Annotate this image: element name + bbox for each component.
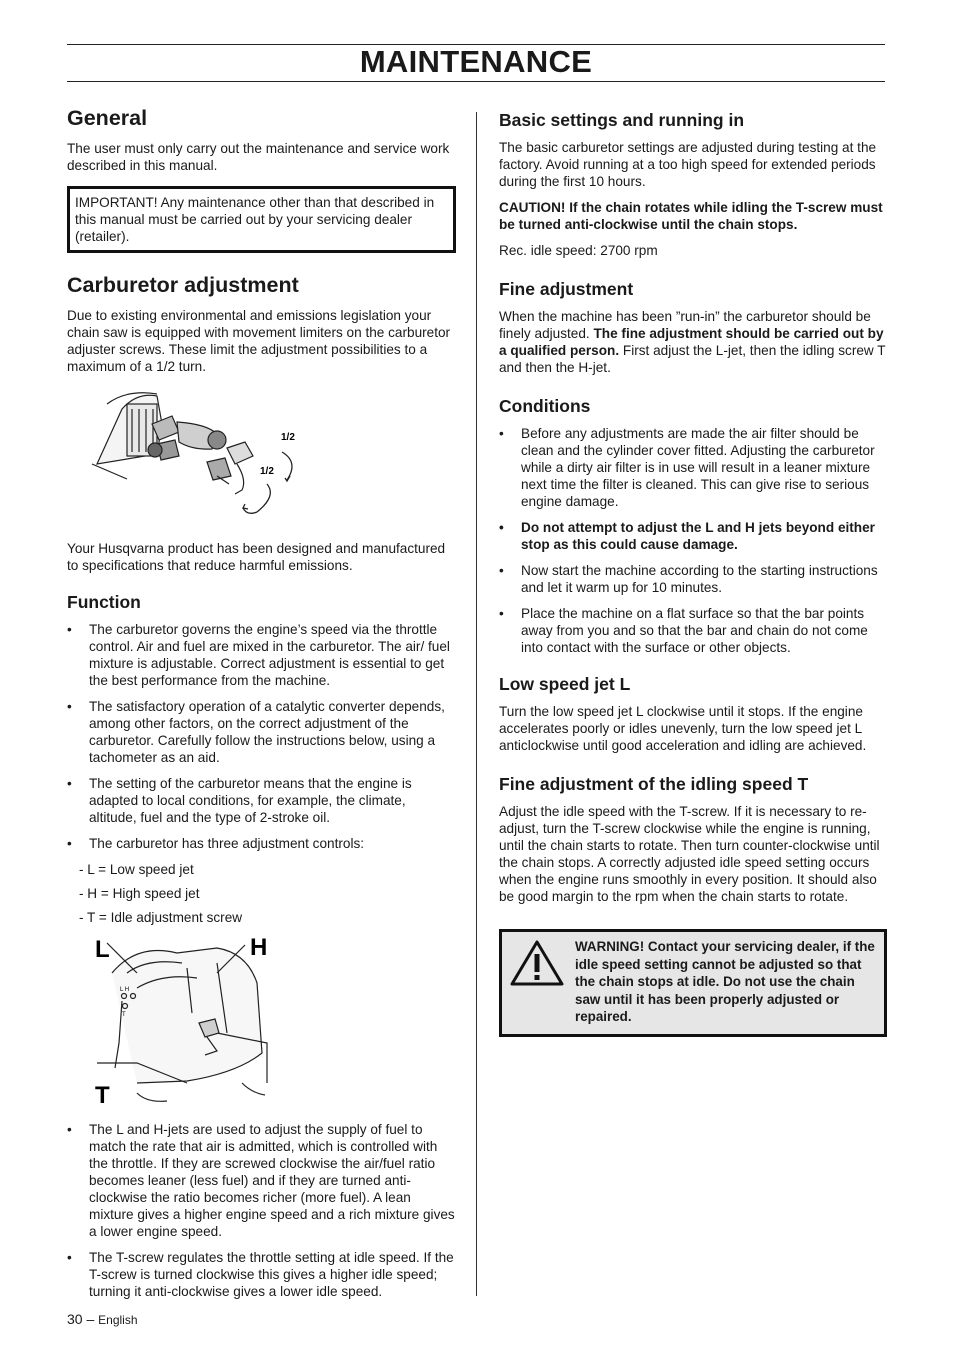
list-item: • The carburetor governs the engine’s speed via the throttle control. Air and fuel are mixed in the carburetor. The air/ fuel mixture is adjustable. Correct adjustment is essential to get the best performance from the machine.	[67, 621, 456, 689]
list-item: • Place the machine on a flat surface so that the bar points away from you and so that the bar and chain do not come into contact with the surface or other objects.	[499, 605, 887, 656]
low-speed-heading: Low speed jet L	[499, 674, 631, 694]
right-column	[499, 110, 887, 1037]
svg-text:T: T	[122, 1011, 126, 1018]
column-divider	[476, 112, 477, 1296]
list-item: • Before any adjustments are made the air filter should be clean and the cylinder cover fitted. Adjusting the carburetor while a dirty air filter is in use will result in a leaner mixture next time the filter is cleaned. This can give rise to serious engine damage.	[499, 425, 887, 510]
jets-list	[67, 1121, 456, 1300]
lht-screws-figure	[67, 933, 456, 1111]
fine-heading: Fine adjustment	[499, 279, 634, 299]
fig-label-l: L	[95, 935, 110, 963]
function-heading: Function	[67, 591, 141, 612]
list-item: • The satisfactory operation of a catalytic converter depends, among other factors, on the correct adjustment of the carburetor. Carefully follow the instructions below, using a tachometer as an aid.	[67, 698, 456, 766]
fig-label-h: H	[250, 933, 268, 961]
left-column	[67, 106, 456, 1309]
caution-text: CAUTION! If the chain rotates while idling the T-screw must be turned anti-clockwise until the chain stops.	[499, 200, 883, 232]
conditions-list	[499, 425, 887, 656]
important-box: IMPORTANT! Any maintenance other than that described in this manual must be carried out by your servicing dealer (retailer).	[67, 186, 456, 253]
function-list	[67, 621, 456, 852]
low-speed-body: Turn the low speed jet L clockwise until it stops. If the engine accelerates poorly or idles unevenly, turn the low speed jet L anticlockwise until good acceleration and idling are achieved.	[499, 704, 867, 753]
carburetor-limiter-figure	[67, 384, 456, 534]
idling-body: Adjust the idle speed with the T-screw. If it is necessary to re-adjust, turn the T-screw clockwise while the engine is running, until the chain starts to rotate. Then turn counter-clockwise until the chain stops. A correctly adjusted idle speed setting occurs when the engine runs smoothly in every position. It should also be good margin to the rpm when the chain starts to rotate.	[499, 804, 880, 904]
fig-label-t: T	[95, 1081, 110, 1109]
general-heading: General	[67, 106, 148, 130]
controls-list	[67, 861, 456, 926]
list-item: • Now start the machine according to the starting instructions and let it warm up for 10 minutes.	[499, 562, 887, 596]
carb-body: Due to existing environmental and emissions legislation your chain saw is equipped with movement limiters on the carburetor adjuster screws. These limit the adjustment possibilities to a maximum of a 1/2 turn.	[67, 307, 451, 374]
control-item: - T = Idle adjustment screw	[79, 909, 243, 925]
control-item: - L = Low speed jet	[79, 861, 194, 877]
fig-label-half-1: 1/2	[281, 431, 295, 443]
footer-language: English	[98, 1313, 138, 1327]
page-number: 30 –	[67, 1311, 95, 1327]
basic-heading: Basic settings and running in	[499, 110, 745, 130]
list-item: • Do not attempt to adjust the L and H jets beyond either stop as this could cause damage.	[499, 519, 887, 553]
idling-heading: Fine adjustment of the idling speed T	[499, 774, 809, 794]
general-body: The user must only carry out the maintenance and service work described in this manual.	[67, 140, 450, 173]
fine-body: When the machine has been ”run-in” the carburetor should be finely adjusted. The fine adjustment should be carried out by a qualified person. First adjust the L-jet, then the idling screw T and then the H-jet.	[499, 309, 886, 375]
conditions-heading: Conditions	[499, 396, 591, 416]
svg-text:L H: L H	[120, 986, 130, 993]
warning-box	[499, 929, 887, 1037]
list-item: • The T-screw regulates the throttle setting at idle speed. If the T-screw is turned clockwise this gives a higher idle speed; turning it anti-clockwise gives a lower idle speed.	[67, 1249, 456, 1300]
fig-label-half-2: 1/2	[260, 465, 274, 477]
warning-text: WARNING! Contact your servicing dealer, if the idle speed setting cannot be adjusted so that the chain stops at idle. Do not use the chain saw until it has been properly adjusted or repaired.	[575, 939, 875, 1024]
idle-speed-text: Rec. idle speed: 2700 rpm	[499, 243, 658, 258]
list-item: • The carburetor has three adjustment controls:	[67, 835, 456, 852]
basic-body: The basic carburetor settings are adjusted during testing at the factory. Avoid running at a too high speed for extended periods during the first 10 hours.	[499, 140, 877, 189]
emissions-text: Your Husqvarna product has been designed and manufactured to specifications that reduce harmful emissions.	[67, 540, 446, 573]
list-item: • The setting of the carburetor means that the engine is adapted to local conditions, for example, the climate, altitude, fuel and the type of 2-stroke oil.	[67, 775, 456, 826]
control-item: - H = High speed jet	[79, 885, 200, 901]
page-title: MAINTENANCE	[359, 44, 593, 79]
header-rule-bottom	[67, 81, 885, 82]
footer	[67, 1311, 138, 1327]
list-item: • The L and H-jets are used to adjust the supply of fuel to match the rate that air is admitted, which is controlled with the throttle. If they are screwed clockwise the air/fuel ratio becomes leaner (less fuel) and if they are turned anti-clockwise the ratio becomes richer (more fuel). A lean mixture gives a higher engine speed and a rich mixture gives a lower engine speed.	[67, 1121, 456, 1240]
carb-heading: Carburetor adjustment	[67, 272, 299, 297]
warning-triangle-icon	[508, 938, 568, 1026]
